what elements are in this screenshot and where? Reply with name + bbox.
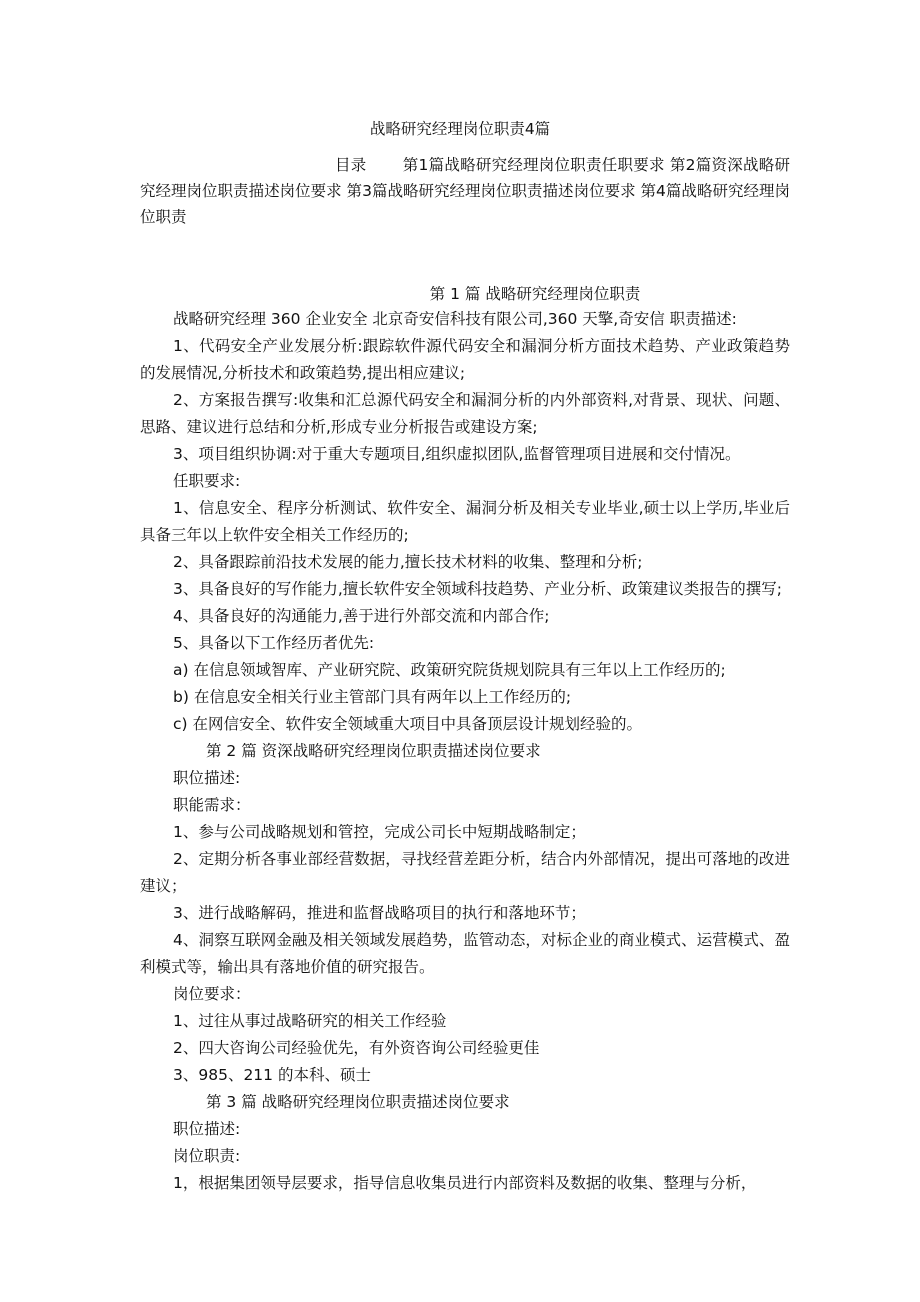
function-item: 1、参与公司战略规划和管控，完成公司长中短期战略制定； — [173, 823, 586, 841]
table-of-contents — [140, 152, 790, 230]
function-item: 3、进行战略解码，推进和监督战略项目的执行和落地环节； — [173, 904, 586, 922]
requirement-item: 3、具备良好的写作能力,擅长软件安全领域科技趋势、产业分析、政策建议类报告的撰写; — [173, 580, 783, 598]
requirement-item: 1、过往从事过战略研究的相关工作经验 — [173, 1012, 447, 1030]
requirement-subitem: b) 在信息安全相关行业主管部门具有两年以上工作经历的; — [173, 688, 572, 706]
requirement-item: 3、985、211 的本科、硕士 — [173, 1066, 371, 1084]
requirement-item: 1、信息安全、程序分析测试、软件安全、漏洞分析及相关专业毕业,硕士以上学历,毕业后具备三年以上软件安全相关工作经历的; — [140, 499, 790, 544]
requirements-label: 任职要求: — [173, 472, 241, 490]
requirement-item: 2、四大咨询公司经验优先，有外资咨询公司经验更佳 — [173, 1039, 540, 1057]
toc-label: 目录 — [335, 156, 367, 174]
duty-item: 2、方案报告撰写:收集和汇总源代码安全和漏洞分析的内外部资料,对背景、现状、问题、思路、建议进行总结和分析,形成专业分析报告或建设方案; — [140, 391, 790, 436]
section1-intro: 战略研究经理 360 企业安全 北京奇安信科技有限公司,360 天擎,奇安信 职责描述: — [173, 310, 737, 328]
section2-desc-label: 职位描述: — [173, 769, 241, 787]
section3-heading: 第 3 篇 战略研究经理岗位职责描述岗位要求 — [206, 1093, 510, 1111]
duty-item: 1，根据集团领导层要求，指导信息收集员进行内部资料及数据的收集、整理与分析， — [173, 1174, 757, 1192]
function-item: 2、定期分析各事业部经营数据，寻找经营差距分析，结合内外部情况，提出可落地的改进建议； — [140, 850, 790, 895]
section2-heading: 第 2 篇 资深战略研究经理岗位职责描述岗位要求 — [206, 742, 541, 760]
toc-items: 第1篇战略研究经理岗位职责任职要求 第2篇资深战略研究经理岗位职责描述岗位要求 第3篇战略研究经理岗位职责描述岗位要求 第4篇战略研究经理岗位职责 — [140, 156, 790, 226]
section2-func-label: 职能需求： — [173, 796, 251, 814]
section2-req-label: 岗位要求： — [173, 985, 251, 1003]
requirement-item: 5、具备以下工作经历者优先: — [173, 634, 375, 652]
section3-desc-label: 职位描述: — [173, 1120, 241, 1138]
function-item: 4、洞察互联网金融及相关领域发展趋势，监管动态，对标企业的商业模式、运营模式、盈利模式等，输出具有落地价值的研究报告。 — [140, 931, 790, 976]
requirement-item: 2、具备跟踪前沿技术发展的能力,擅长技术材料的收集、整理和分析; — [173, 553, 643, 571]
section1-body — [140, 306, 790, 1197]
duty-item: 3、项目组织协调:对于重大专题项目,组织虚拟团队,监督管理项目进展和交付情况。 — [173, 445, 741, 463]
duty-item: 1、代码安全产业发展分析:跟踪软件源代码安全和漏洞分析方面技术趋势、产业政策趋势的发展情况,分析技术和政策趋势,提出相应建议; — [140, 337, 790, 382]
section3-duty-label: 岗位职责: — [173, 1147, 241, 1165]
requirement-item: 4、具备良好的沟通能力,善于进行外部交流和内部合作; — [173, 607, 550, 625]
requirement-subitem: c) 在网信安全、软件安全领域重大项目中具备顶层设计规划经验的。 — [173, 715, 642, 733]
document-title: 战略研究经理岗位职责4篇 — [369, 120, 551, 138]
requirement-subitem: a) 在信息领域智库、产业研究院、政策研究院货规划院具有三年以上工作经历的; — [173, 661, 726, 679]
section1-heading: 第 1 篇 战略研究经理岗位职责 — [429, 285, 641, 303]
